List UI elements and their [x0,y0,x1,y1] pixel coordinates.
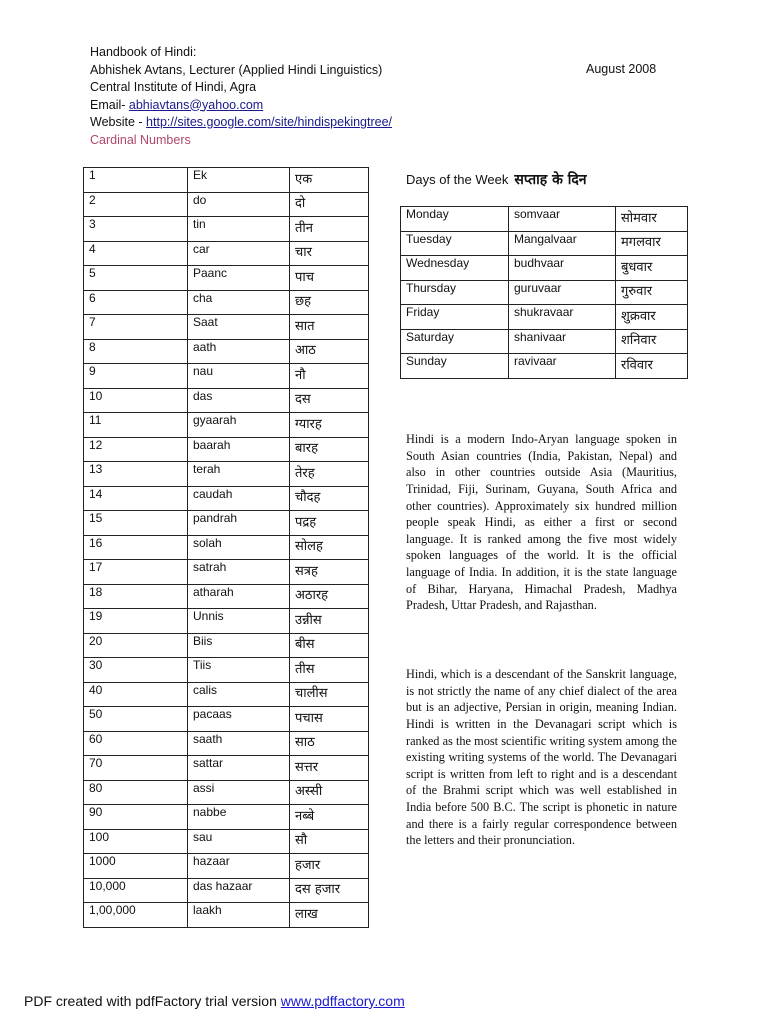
cell-hindi: शनिवार [616,329,688,354]
cell-transliteration: Paanc [188,266,290,291]
cell-hindi: चालीस [290,682,369,707]
cell-transliteration: cha [188,290,290,315]
number-row [84,266,369,291]
days-title [406,170,587,189]
cell-transliteration: sau [188,829,290,854]
cell-english: Tuesday [401,231,509,256]
cell-transliteration: car [188,241,290,266]
cell-hindi: बीस [290,633,369,658]
number-row [84,878,369,903]
cell-hindi: छह [290,290,369,315]
cell-numeral: 19 [84,609,188,634]
number-row [84,388,369,413]
cell-transliteration: Tiis [188,658,290,683]
cell-transliteration: terah [188,462,290,487]
pdf-footer [24,993,405,1009]
cell-hindi: गुरुवार [616,280,688,305]
cell-numeral: 16 [84,535,188,560]
cell-transliteration: guruvaar [509,280,616,305]
cell-transliteration: das [188,388,290,413]
number-row [84,486,369,511]
cell-numeral: 10 [84,388,188,413]
cell-numeral: 100 [84,829,188,854]
cell-hindi: नब्बे [290,805,369,830]
cell-numeral: 5 [84,266,188,291]
cell-numeral: 70 [84,756,188,781]
cell-hindi: दस [290,388,369,413]
email-link[interactable]: abhiavtans@yahoo.com [128,97,264,112]
cell-hindi: चौदह [290,486,369,511]
cell-numeral: 13 [84,462,188,487]
author-line: Abhishek Avtans, Lecturer (Applied Hindi Linguistics) [90,62,383,77]
cell-transliteration: assi [188,780,290,805]
cell-numeral: 10,000 [84,878,188,903]
number-row [84,707,369,732]
number-row [84,241,369,266]
cell-hindi: पद्रह [290,511,369,536]
number-row [84,829,369,854]
cell-english: Sunday [401,354,509,379]
number-row [84,315,369,340]
cell-hindi: तीस [290,658,369,683]
document-header [90,44,392,149]
cell-transliteration: solah [188,535,290,560]
cell-transliteration: caudah [188,486,290,511]
cell-numeral: 11 [84,413,188,438]
number-row [84,903,369,928]
number-row [84,658,369,683]
cell-numeral: 2 [84,192,188,217]
cell-hindi: आठ [290,339,369,364]
cell-transliteration: laakh [188,903,290,928]
cell-transliteration: pacaas [188,707,290,732]
number-row [84,364,369,389]
number-row [84,780,369,805]
cell-numeral: 1,00,000 [84,903,188,928]
number-row [84,584,369,609]
number-row [84,462,369,487]
footer-link[interactable]: www.pdffactory.com [280,993,405,1009]
day-row [401,305,688,330]
hindi-intro-paragraph: Hindi is a modern Indo-Aryan language spoken in South Asian countries (India, Pakistan, Nepal) and also in other countries outside Asia (Mauritius, Trinidad, Fiji, Surinam, Guyana, South Africa and other countries). Approximately six hundred million people speak Hindi, as either a first or second language. It is ranked among the five most widely spoken languages of the world. It is the official language of India. In addition, it is the state language of Bihar, Haryana, Himachal Pradesh, Madhya Pradesh, Uttar Pradesh, and Rajasthan. [406,432,677,613]
number-row [84,290,369,315]
section-title: Cardinal Numbers [90,132,191,147]
cell-transliteration: somvaar [509,207,616,232]
cell-hindi: नौ [290,364,369,389]
cell-transliteration: shukravaar [509,305,616,330]
cell-numeral: 1 [84,168,188,193]
cell-numeral: 8 [84,339,188,364]
cell-transliteration: das hazaar [188,878,290,903]
cell-hindi: पाच [290,266,369,291]
day-row [401,354,688,379]
handbook-title: Handbook of Hindi: [90,45,197,59]
cell-english: Monday [401,207,509,232]
cell-hindi: ग्यारह [290,413,369,438]
cell-numeral: 90 [84,805,188,830]
cell-transliteration: aath [188,339,290,364]
cell-hindi: सौ [290,829,369,854]
cell-hindi: पचास [290,707,369,732]
cell-hindi: साठ [290,731,369,756]
day-row [401,280,688,305]
number-row [84,413,369,438]
cell-numeral: 9 [84,364,188,389]
email-line [90,97,392,115]
cell-transliteration: Saat [188,315,290,340]
cell-hindi: बारह [290,437,369,462]
cell-hindi: दो [290,192,369,217]
cell-hindi: सत्तर [290,756,369,781]
document-date: August 2008 [586,62,657,76]
cell-numeral: 12 [84,437,188,462]
cell-numeral: 7 [84,315,188,340]
number-row [84,437,369,462]
cell-transliteration: nabbe [188,805,290,830]
cell-transliteration: saath [188,731,290,756]
institute-line: Central Institute of Hindi, Agra [90,80,257,94]
cell-hindi: अस्सी [290,780,369,805]
number-row [84,731,369,756]
cell-numeral: 15 [84,511,188,536]
cell-numeral: 3 [84,217,188,242]
cell-transliteration: satrah [188,560,290,585]
number-row [84,560,369,585]
cell-hindi: लाख [290,903,369,928]
day-row [401,256,688,281]
cell-hindi: अठारह [290,584,369,609]
day-row [401,231,688,256]
days-of-week-table [400,206,688,379]
cell-transliteration: budhvaar [509,256,616,281]
cell-numeral: 50 [84,707,188,732]
cell-hindi: रविवार [616,354,688,379]
days-title-english: Days of the Week [406,172,509,187]
number-row [84,535,369,560]
cell-transliteration: Mangalvaar [509,231,616,256]
website-line [90,114,392,132]
cell-english: Friday [401,305,509,330]
day-row [401,207,688,232]
number-row [84,682,369,707]
cell-transliteration: atharah [188,584,290,609]
cell-numeral: 6 [84,290,188,315]
cell-transliteration: Biis [188,633,290,658]
cell-hindi: शुक्रवार [616,305,688,330]
cell-hindi: तेरह [290,462,369,487]
cell-transliteration: calis [188,682,290,707]
cell-transliteration: gyaarah [188,413,290,438]
cell-hindi: चार [290,241,369,266]
footer-text: PDF created with pdfFactory trial version [24,993,281,1009]
cell-numeral: 80 [84,780,188,805]
cell-hindi: सोलह [290,535,369,560]
number-row [84,633,369,658]
number-row [84,217,369,242]
cell-numeral: 4 [84,241,188,266]
cell-hindi: बुधवार [616,256,688,281]
day-row [401,329,688,354]
cell-transliteration: ravivaar [509,354,616,379]
number-row [84,805,369,830]
cell-transliteration: shanivaar [509,329,616,354]
cell-transliteration: Ek [188,168,290,193]
cell-numeral: 18 [84,584,188,609]
cell-hindi: मगलवार [616,231,688,256]
cell-english: Thursday [401,280,509,305]
devanagari-paragraph: Hindi, which is a descendant of the Sanskrit language, is not strictly the name of any chief dialect of the area but is an adjective, Persian in origin, meaning Indian. Hindi is written in the Devanagari script which is ranked as the most scientific writing system among the existing writing systems of the world. The Devanagari script is written from left to right and is a descendant of the Brahmi script which was well established in India before 500 B.C. The script is phonetic in nature and there is a fairly regular correspondence between the letters and their pronunciation. [406,667,677,848]
website-label: Website - [90,115,147,129]
cell-numeral: 40 [84,682,188,707]
cardinal-numbers-table [83,167,369,928]
days-title-hindi: सप्ताह के दिन [514,172,587,188]
cell-hindi: उन्नीस [290,609,369,634]
number-row [84,339,369,364]
cell-hindi: सत्रह [290,560,369,585]
number-row [84,854,369,879]
cell-transliteration: hazaar [188,854,290,879]
cell-transliteration: tin [188,217,290,242]
cell-numeral: 17 [84,560,188,585]
cell-hindi: सात [290,315,369,340]
cell-hindi: हजार [290,854,369,879]
number-row [84,168,369,193]
number-row [84,511,369,536]
email-label: Email- [90,97,129,112]
cell-hindi: तीन [290,217,369,242]
number-row [84,192,369,217]
cell-numeral: 20 [84,633,188,658]
cell-english: Wednesday [401,256,509,281]
cell-transliteration: pandrah [188,511,290,536]
cell-transliteration: sattar [188,756,290,781]
cell-transliteration: baarah [188,437,290,462]
cell-hindi: एक [290,168,369,193]
cell-numeral: 14 [84,486,188,511]
cell-numeral: 1000 [84,854,188,879]
cell-transliteration: Unnis [188,609,290,634]
cell-numeral: 60 [84,731,188,756]
cell-english: Saturday [401,329,509,354]
cell-transliteration: nau [188,364,290,389]
website-link[interactable]: http://sites.google.com/site/hindispekingtree/ [146,115,393,129]
number-row [84,756,369,781]
cell-transliteration: do [188,192,290,217]
cell-numeral: 30 [84,658,188,683]
cell-hindi: सोमवार [616,207,688,232]
number-row [84,609,369,634]
cell-hindi: दस हजार [290,878,369,903]
